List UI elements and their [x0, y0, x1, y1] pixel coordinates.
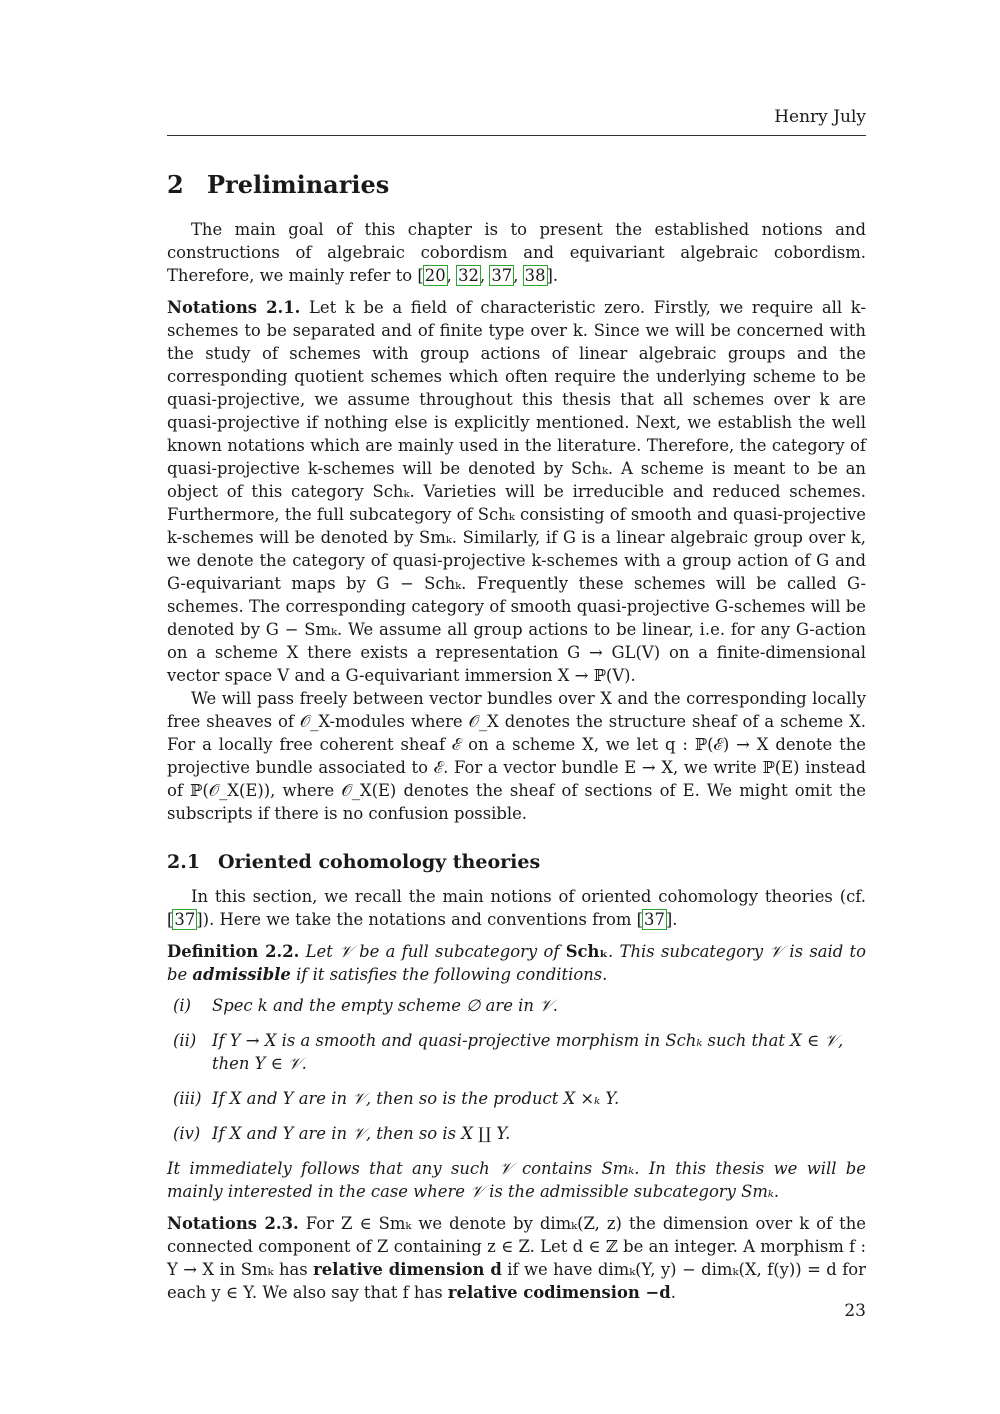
list-item	[167, 1029, 866, 1075]
citation-link[interactable]: 37	[644, 910, 665, 929]
notations-2-3-label: Notations 2.3.	[167, 1214, 299, 1233]
condition-text: Spec k and the empty scheme ∅ are in 𝒱.	[212, 996, 559, 1015]
intro-text: The main goal of this chapter is to present the established notions and constructions of algebraic cobordism and equivariant algebraic cobordism. Therefore, we mainly refer to	[167, 220, 866, 285]
relative-codimension-term: relative codimension −d	[447, 1283, 671, 1302]
notations-2-1-text: Let k be a field of characteristic zero. Firstly, we require all k-schemes to be separated and of finite type over k. Since we will be concerned with the study of schemes with group actions of linear algebraic groups and the corresponding quotient schemes which often require the underlying scheme to be quasi-projective, we assume throughout this thesis that all schemes over k are quasi-projective if nothing else is explicitly mentioned. Next, we establish the well known notations which are mainly used in the literature. Therefore, the category of quasi-projective k-schemes will be denoted by Schₖ. A scheme is meant to be an object of this category Schₖ. Varieties will be irreducible and reduced schemes. Furthermore, the full subcategory of Schₖ consisting of smooth and quasi-projective k-schemes will be denoted by Smₖ. Similarly, if G is a linear algebraic group over k, we denote the category of quasi-projective k-schemes with a group action of G and G-equivariant maps by G − Schₖ. Frequently these schemes will be called G-schemes. The corresponding category of smooth quasi-projective G-schemes will be denoted by G − Smₖ. We assume all group actions to be linear, i.e. for any G-action on a scheme X there exists a representation G → GL(V) on a finite-dimensional vector space V and a G-equivariant immersion X → ℙ(V).	[167, 298, 866, 685]
list-item	[167, 1087, 866, 1110]
subsection-text-c: .	[672, 910, 678, 929]
citation-link[interactable]: 32	[458, 266, 479, 285]
section-heading	[167, 170, 866, 200]
definition-sch: Schₖ	[565, 942, 609, 961]
definition-closing	[167, 1157, 866, 1203]
section-title: Preliminaries	[207, 170, 390, 199]
subsection-intro: In this section, we recall the main notions of oriented cohomology theories (cf. [37]). Here we take the notations and conventions from [37].	[167, 887, 866, 929]
subsection-number: 2.1	[167, 851, 201, 873]
notations-2-3-text-a: For Z ∈ Smₖ we denote by dimₖ(Z, z) the dimension over k of the connected component of Z containing z ∈ Z. Let d ∈ ℤ be an integer. A morphism f : Y → X in Smₖ has	[167, 1214, 866, 1279]
citation-link[interactable]: 20	[424, 266, 446, 285]
relative-dimension-term: relative dimension d	[313, 1260, 502, 1279]
subsection-heading	[167, 849, 866, 875]
subsection-text-b: ). Here we take the notations and conventions from	[202, 910, 637, 929]
condition-label: (iii)	[173, 1089, 202, 1108]
definition-intro-a: Let 𝒱 be a full subcategory of	[305, 942, 566, 961]
subsection-title: Oriented cohomology theories	[218, 851, 541, 873]
condition-text: If Y → X is a smooth and quasi-projective morphism in Schₖ such that X ∈ 𝒱, then Y ∈ 𝒱.	[212, 1031, 844, 1073]
vector-bundles-paragraph	[167, 687, 866, 825]
definition-intro-c: if it satisfies the following conditions.	[290, 965, 608, 984]
list-item	[167, 994, 866, 1017]
header-author: Henry July	[774, 107, 866, 127]
definition-2-2	[167, 940, 866, 986]
notations-2-1	[167, 296, 866, 687]
definition-2-2-label: Definition 2.2.	[167, 942, 300, 961]
citation-link[interactable]: 37	[174, 910, 196, 929]
condition-label: (i)	[173, 996, 192, 1015]
definition-intro-b: . This subcategory 𝒱 is said to be	[167, 942, 866, 984]
definition-closing-text: It immediately follows that any such 𝒱 contains Smₖ. In this thesis we will be mainly interested in the case where 𝒱 is the admissible subcategory Smₖ.	[167, 1159, 866, 1201]
condition-label: (ii)	[173, 1031, 197, 1050]
citation-link[interactable]: 37	[491, 266, 513, 285]
notations-2-3	[167, 1212, 866, 1304]
condition-text: If X and Y are in 𝒱, then so is the product X ×ₖ Y.	[212, 1089, 620, 1108]
section-number: 2	[167, 170, 184, 199]
list-item	[167, 1122, 866, 1145]
intro-paragraph: The main goal of this chapter is to present the established notions and constructions of algebraic cobordism and equivariant algebraic cobordism. Therefore, we mainly refer to [20, 32, 37, 38].	[167, 220, 866, 285]
condition-text: If X and Y are in 𝒱, then so is X ∐ Y.	[212, 1124, 511, 1143]
conditions-list	[167, 994, 866, 1145]
running-header	[167, 106, 866, 136]
vector-bundles-text: We will pass freely between vector bundles over X and the corresponding locally free sheaves of 𝒪_X-modules where 𝒪_X denotes the structure sheaf of a scheme X. For a locally free coherent sheaf ℰ on a scheme X, we let q : ℙ(ℰ) → X denote the projective bundle associated to ℰ. For a vector bundle E → X, we write ℙ(E) instead of ℙ(𝒪_X(E)), where 𝒪_X(E) denotes the sheaf of sections of E. We might omit the subscripts if there is no confusion possible.	[167, 689, 866, 823]
notations-2-3-text-b: if we have dimₖ(Y, y) − dimₖ(X, f(y)) = d for each y ∈ Y. We also say that f has	[167, 1260, 866, 1302]
page-number: 23	[844, 1301, 866, 1321]
definition-term: admissible	[192, 965, 291, 984]
citation-link[interactable]: 38	[524, 266, 546, 285]
page-content	[167, 170, 866, 1304]
notations-2-3-text-c: .	[670, 1283, 676, 1302]
condition-label: (iv)	[173, 1124, 201, 1143]
notations-2-1-label: Notations 2.1.	[167, 298, 301, 317]
subsection-text-a: In this section, we recall the main notions of oriented cohomology theories (cf.	[191, 887, 866, 906]
